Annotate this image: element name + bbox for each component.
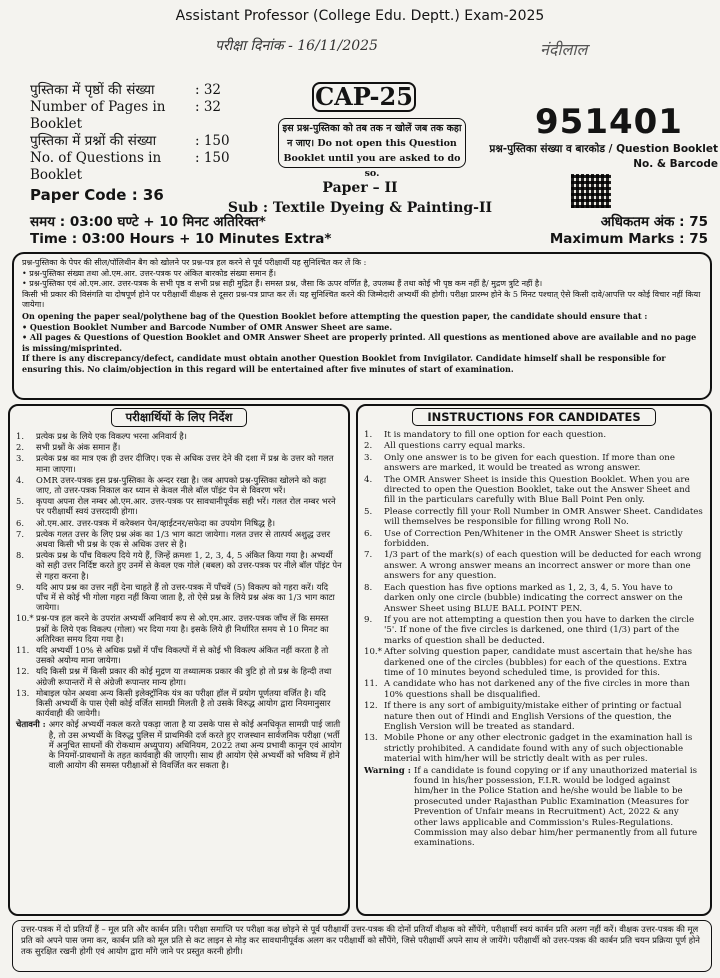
instruction-item	[16, 613, 342, 644]
instruction-item	[16, 666, 342, 686]
instruction-item	[364, 733, 704, 764]
instruction-text: यदि अभ्यर्थी 10% से अधिक प्रश्नों में पाँच विकल्पों में से कोई भी विकल्प अंकित नहीं करता है तो उसको अयोग्य माना जायेगा।	[36, 645, 329, 666]
instruction-number: 7.	[364, 550, 373, 561]
marks-english: Maximum Marks : 75	[549, 231, 708, 247]
instruction-number: 8.	[364, 582, 373, 593]
instruction-text: सभी प्रश्नों के अंक समान हैं।	[36, 442, 121, 453]
instruction-item	[364, 441, 704, 451]
info-label: पुस्तिका में पृष्ठों की संख्या	[30, 82, 155, 98]
instruction-text: Mobile Phone or any other electronic gadget in the examination hall is strictly prohibited. A candidate found with any of such objectionable material with him/her will be strictly dealt with as per rules.	[384, 733, 693, 765]
instruction-number: 8.	[16, 550, 24, 561]
instruction-number: 4.	[364, 474, 373, 485]
instruction-item	[16, 518, 342, 528]
booklet-info	[30, 82, 230, 184]
instruction-item	[16, 453, 342, 473]
instruction-text: The OMR Answer Sheet is inside this Question Booklet. When you are directed to open the Question Booklet, take out the Answer Sheet and fill in the particulars carefully with Blue Ball Point Pen only.	[384, 474, 691, 506]
instruction-text: Please correctly fill your Roll Number in OMR Answer Sheet. Candidates will themselves be responsible for filling wrong Roll No.	[384, 506, 703, 528]
instruction-text: 1/3 part of the mark(s) of each question will be deducted for each wrong answer. A wrong answer means an incorrect answer or more than one answers for any question.	[384, 550, 702, 582]
instruction-item	[364, 583, 704, 614]
instruction-number: 2.	[16, 442, 24, 453]
instruction-number: 11.	[16, 645, 30, 656]
instruction-item	[16, 719, 342, 770]
instruction-item	[16, 550, 342, 581]
instruction-number: 6.	[364, 528, 373, 539]
instruction-line: • प्रश्न-पुस्तिका एवं ओ.एम.आर. उत्तर-पत्रक के सभी पृष्ठ व सभी प्रश्न सही मुद्रित हैं। समस्त प्रश्न, जैसा कि ऊपर वर्णित है, उपलब्ध हैं तथा कोई भी पृष्ठ कम नहीं है/ मुद्रण त्रुटि नहीं है।	[22, 279, 543, 289]
instruction-number: 12.	[16, 666, 30, 677]
instruction-line: • All pages & Questions of Question Booklet and OMR Answer Sheet are properly printed. All questions as mentioned above are available and no page is missing/misprinted.	[22, 332, 697, 353]
instruction-number: 3.	[16, 453, 24, 464]
instruction-item	[16, 645, 342, 665]
instruction-item	[364, 615, 704, 646]
instruction-text: यदि किसी प्रश्न में किसी प्रकार की कोई मुद्रण या तथ्यात्मक प्रकार की त्रुटि हो तो प्रश्न के हिन्दी तथा अंग्रेजी रूपान्तरों में से अंग्रेजी रूपान्तर मान्य होगा।	[36, 666, 332, 687]
exam-time	[30, 214, 331, 248]
hindi-instructions	[8, 404, 350, 916]
instruction-line: प्रश्न-पुस्तिका के पेपर की सील/पॉलिथीन बैग को खोलने पर प्रश्न-पत्र हल करने से पूर्व परीक्षार्थी यह सुनिश्चित कर लें कि :	[22, 258, 367, 267]
instruction-number: 5.	[16, 496, 24, 507]
info-row	[30, 133, 230, 150]
instruction-text: All questions carry equal marks.	[384, 441, 526, 452]
instruction-line: • Question Booklet Number and Barcode Number of OMR Answer Sheet are same.	[22, 321, 393, 332]
instruction-item	[364, 453, 704, 474]
instruction-text: If you are not attempting a question then you have to darken the circle '5'. If none of the five circles is darkened, one third (1/3) part of the marks of question shall be deducted.	[384, 614, 695, 646]
exam-header: Assistant Professor (College Edu. Deptt.) Exam-2025	[175, 8, 545, 24]
handwritten-date: परीक्षा दिनांक - 16/11/2025	[215, 38, 378, 54]
time-hindi: समय : 03:00 घण्टे + 10 मिनट अतिरिक्त*	[30, 214, 266, 230]
series-code: CAP-25	[312, 82, 416, 112]
instruction-number: 9.	[364, 614, 373, 625]
instruction-text: प्रत्येक प्रश्न के पाँच विकल्प दिये गये हैं, जिन्हें क्रमशः 1, 2, 3, 4, 5 अंकित किया गया है। अभ्यर्थी को सही उत्तर निर्दिष्ट करते हुए उनमें से केवल एक गोले (बबल) को उत्तर-पत्रक पर नीले बॉल पॉइंट पेन से गहरा करना है।	[36, 550, 342, 581]
booklet-number: 951401	[535, 102, 683, 142]
barcode-icon	[571, 174, 611, 208]
info-value: : 150	[195, 150, 230, 166]
instruction-text: A candidate who has not darkened any of the five circles in more than 10% questions shall be disqualified.	[384, 679, 690, 700]
pre-exam-instructions	[12, 252, 712, 400]
english-instructions-title: INSTRUCTIONS FOR CANDIDATES	[412, 408, 655, 426]
paper-number: Paper – II	[322, 180, 398, 196]
marks-hindi: अधिकतम अंक : 75	[600, 214, 708, 230]
instruction-line: • प्रश्न-पुस्तिका संख्या तथा ओ.एम.आर. उत्तर-पत्रक पर अंकित बारकोड संख्या समान हैं।	[22, 268, 277, 278]
time-english: Time : 03:00 Hours + 10 Minutes Extra*	[30, 231, 332, 247]
instruction-line: किसी भी प्रकार की विसंगति या दोषपूर्ण होने पर परीक्षार्थी वीक्षक से दूसरा प्रश्न-पत्र प्राप्त कर लें। यह सुनिश्चित करने की जिम्मेदारी अभ्यर्थी की होगी। परीक्षा प्रारम्भ होने के 5 मिनट पश्चात् ऐसे किसी दावे/आपत्ति पर कोई विचार नहीं किया जायेगा।	[22, 289, 701, 310]
info-value: : 32	[195, 82, 222, 98]
instruction-item	[16, 475, 342, 495]
instruction-text: मोबाइल फोन अथवा अन्य किसी इलेक्ट्रॉनिक यंत्र का परीक्षा हॉल में प्रयोग पूर्णतया वर्जित है। यदि किसी अभ्यर्थी के पास ऐसी कोई वर्जित सामग्री मिलती है तो उसके विरुद्ध आयोग द्वारा नियमानुसार कार्यवाही की जायेगी।	[36, 687, 331, 719]
instruction-item	[364, 529, 704, 550]
instruction-text: प्रत्येक प्रश्न का मात्र एक ही उत्तर दीजिए। एक से अधिक उत्तर देने की दशा में प्रश्न के उत्तर को गलत माना जाएगा।	[36, 453, 334, 474]
instruction-text: कृपया अपना रोल नम्बर ओ.एम.आर. उत्तर-पत्रक पर सावधानीपूर्वक सही भरें। गलत रोल नम्बर भरने पर परीक्षार्थी स्वयं उत्तरदायी होगा।	[36, 496, 336, 517]
info-row	[30, 99, 230, 133]
paper-title	[160, 178, 560, 218]
instruction-text: If there is any sort of ambiguity/mistake either of printing or factual nature then out of Hindi and English Versions of the question, the English Version will be treated as standard.	[384, 701, 682, 732]
instruction-item	[364, 679, 704, 700]
instruction-number: 6.	[16, 517, 24, 528]
hindi-instructions-title: परीक्षार्थियों के लिए निर्देश	[111, 408, 248, 427]
instruction-number: 9.	[16, 581, 24, 592]
instruction-text: प्रत्येक गलत उत्तर के लिए प्रश्न अंक का 1/3 भाग काटा जायेगा। गलत उत्तर से तात्पर्य अशुद्ध उत्तर अथवा किसी भी प्रश्न के एक से अधिक उत्तर से है।	[36, 528, 331, 550]
instruction-item	[364, 475, 704, 506]
booklet-number-label: प्रश्न-पुस्तिका संख्या व बारकोड / Question Booklet No. & Barcode	[489, 143, 718, 170]
instruction-number: 7.	[16, 528, 24, 539]
answer-sheet-footer-note: उत्तर-पत्रक में दो प्रतियाँ हैं – मूल प्रति और कार्बन प्रति। परीक्षा समाप्ति पर परीक्षा कक्ष छोड़ने से पूर्व परीक्षार्थी उत्तर-पत्रक की दोनों प्रतियाँ वीक्षक को सौंपेंगे, परीक्षार्थी स्वयं कार्बन प्रति अलग नहीं करें। वीक्षक उत्तर-पत्रक की मूल प्रति को अपने पास जमा कर, कार्बन प्रति को मूल प्रति से कट लाइन से मोड़ कर सावधानीपूर्वक अलग कर परीक्षार्थी को सौंपेंगे, जिसे परीक्षार्थी अपने साथ ले जायेंगे। परीक्षार्थी को उत्तर-पत्रक की कार्बन प्रति चयन प्रक्रिया पूर्ण होने तक सुरक्षित रखनी होगी एवं आयोग द्वारा माँगे जाने पर प्रस्तुत करनी होगी।	[12, 920, 712, 972]
instruction-item	[364, 507, 704, 528]
paper-subject: Sub : Textile Dyeing & Painting-II	[227, 200, 493, 216]
instruction-number: 11.	[364, 679, 378, 690]
info-label: पुस्तिका में प्रश्नों की संख्या	[30, 133, 157, 149]
instruction-number: Warning :	[364, 765, 411, 776]
instruction-text: If a candidate is found copying or if any unauthorized material is found in his/her possession, F.I.R. would be lodged against him/her in the Police Station and he/she would be liable to be prosecuted under Rajasthan Public Examination (Measures for Prevention of Unfair means in Recruitment) Act, 2022 & any other laws applicable and Commission's Rules-Regulations. Commission may also debar him/her permanently from all future examinations.	[413, 765, 698, 849]
info-value: : 150	[195, 133, 230, 149]
info-value: : 32	[195, 99, 222, 115]
instruction-text: Use of Correction Pen/Whitener in the OMR Answer Sheet is strictly forbidden.	[384, 528, 683, 550]
instruction-item	[364, 701, 704, 732]
instruction-item	[16, 582, 342, 613]
instruction-item	[364, 550, 704, 581]
do-not-open-notice: इस प्रश्न-पुस्तिका को तब तक न खोलें जब तक कहा न जाए। Do not open this Question Booklet until you are asked to do so.	[278, 118, 466, 168]
instruction-item	[16, 688, 342, 719]
maximum-marks	[440, 214, 708, 248]
info-row	[30, 82, 230, 99]
instruction-number: 5.	[364, 506, 373, 517]
instruction-number: 10.*	[364, 647, 382, 658]
instruction-number: 2.	[364, 441, 373, 452]
instruction-text: प्रत्येक प्रश्न के लिये एक विकल्प भरना अनिवार्य है।	[36, 431, 187, 441]
instruction-item	[16, 529, 342, 549]
instruction-text: ओ.एम.आर. उत्तर-पत्रक में करेक्शन पेन/व्हाईटनर/सफेदा का उपयोग निषिद्ध है।	[36, 517, 276, 528]
instruction-number: 1.	[364, 430, 373, 440]
english-instructions	[356, 404, 712, 916]
instruction-number: 1.	[16, 431, 24, 441]
instruction-line: On opening the paper seal/polythene bag of the Question Booklet before attempting the question paper, the candidate should ensure that :	[22, 310, 648, 321]
instruction-text: Only one answer is to be given for each question. If more than one answers are marked, it would be treated as wrong answer.	[384, 452, 675, 474]
instruction-item	[16, 496, 342, 516]
instruction-number: 12.	[364, 701, 378, 712]
instruction-item	[364, 647, 704, 678]
instruction-number: 13.	[364, 733, 378, 744]
instruction-text: यदि आप प्रश्न का उत्तर नहीं देना चाहते हैं तो उत्तर-पत्रक में पाँचवें (5) विकल्प को गहरा करें। यदि पाँच में से कोई भी गोला गहरा नहीं किया जाता है, तो ऐसे प्रश्न के लिये प्रश्न अंक का 1/3 भाग काटा जायेगा।	[36, 581, 335, 613]
instruction-item	[364, 430, 704, 440]
instruction-number: 4.	[16, 474, 24, 485]
instruction-item	[364, 766, 704, 849]
instruction-text: It is mandatory to fill one option for each question.	[384, 430, 607, 440]
instruction-item	[16, 431, 342, 441]
instruction-text: After solving question paper, candidate must ascertain that he/she has darkened one of the circles (bubbles) for each of the questions. Extra time of 10 minutes beyond scheduled time, is provided for this.	[384, 647, 693, 678]
paper-code: Paper Code : 36	[30, 186, 164, 204]
instruction-number: 10.*	[16, 613, 34, 624]
instruction-number: 13.	[16, 687, 30, 698]
instruction-text: अगर कोई अभ्यर्थी नकल करते पकड़ा जाता है या उसके पास से कोई अनधिकृत सामग्री पाई जाती है, तो उस अभ्यर्थी के विरुद्ध पुलिस में प्राथमिकी दर्ज करते हुए राजस्थान सार्वजनिक परीक्षा (भर्ती में अनुचित साधनों की रोकथाम अध्युपाय) अधिनियम, 2022 तथा अन्य प्रभावी कानून एवं आयोग के नियमों-प्रावधानों के तहत कार्यवाही की जाएगी। साथ ही आयोग ऐसे अभ्यर्थी को भविष्य में होने वाली आयोग की समस्त परीक्षाओं से विवर्जित कर सकता है।	[48, 719, 342, 771]
info-label: Number of Pages in Booklet	[30, 99, 166, 132]
info-label: No. of Questions in Booklet	[30, 150, 162, 183]
instruction-text: OMR उत्तर-पत्रक इस प्रश्न-पुस्तिका के अन्दर रखा है। जब आपको प्रश्न-पुस्तिका खोलने को कहा जाए, तो उत्तर-पत्रक निकाल कर ध्यान से केवल नीले बॉल पॉइंट पेन से विवरण भरें।	[36, 474, 326, 496]
instruction-number: 3.	[364, 452, 373, 463]
instruction-text: प्रश्न-पत्र हल करने के उपरांत अभ्यर्थी अनिवार्य रूप से ओ.एम.आर. उत्तर-पत्रक जाँच लें कि समस्त प्रश्नों के लिये एक विकल्प (गोला) भर दिया गया है। इसके लिये ही निर्धारित समय से 10 मिनट का अतिरिक्त समय दिया गया है।	[36, 613, 329, 644]
instruction-line: If there is any discrepancy/defect, candidate must obtain another Question Booklet from Invigilator. Candidate himself shall be responsible for ensuring this. No claim/objection in this regard will be entertained after five minutes of start of examination.	[22, 353, 666, 374]
invigilator-signature: नंदीलाल	[540, 40, 588, 59]
instruction-text: Each question has five options marked as 1, 2, 3, 4, 5. You have to darken only one circle (bubble) indicating the correct answer on the Answer Sheet using BLUE BALL POINT PEN.	[384, 582, 683, 614]
instruction-number: चेतावनी :	[16, 719, 46, 730]
instruction-item	[16, 442, 342, 452]
